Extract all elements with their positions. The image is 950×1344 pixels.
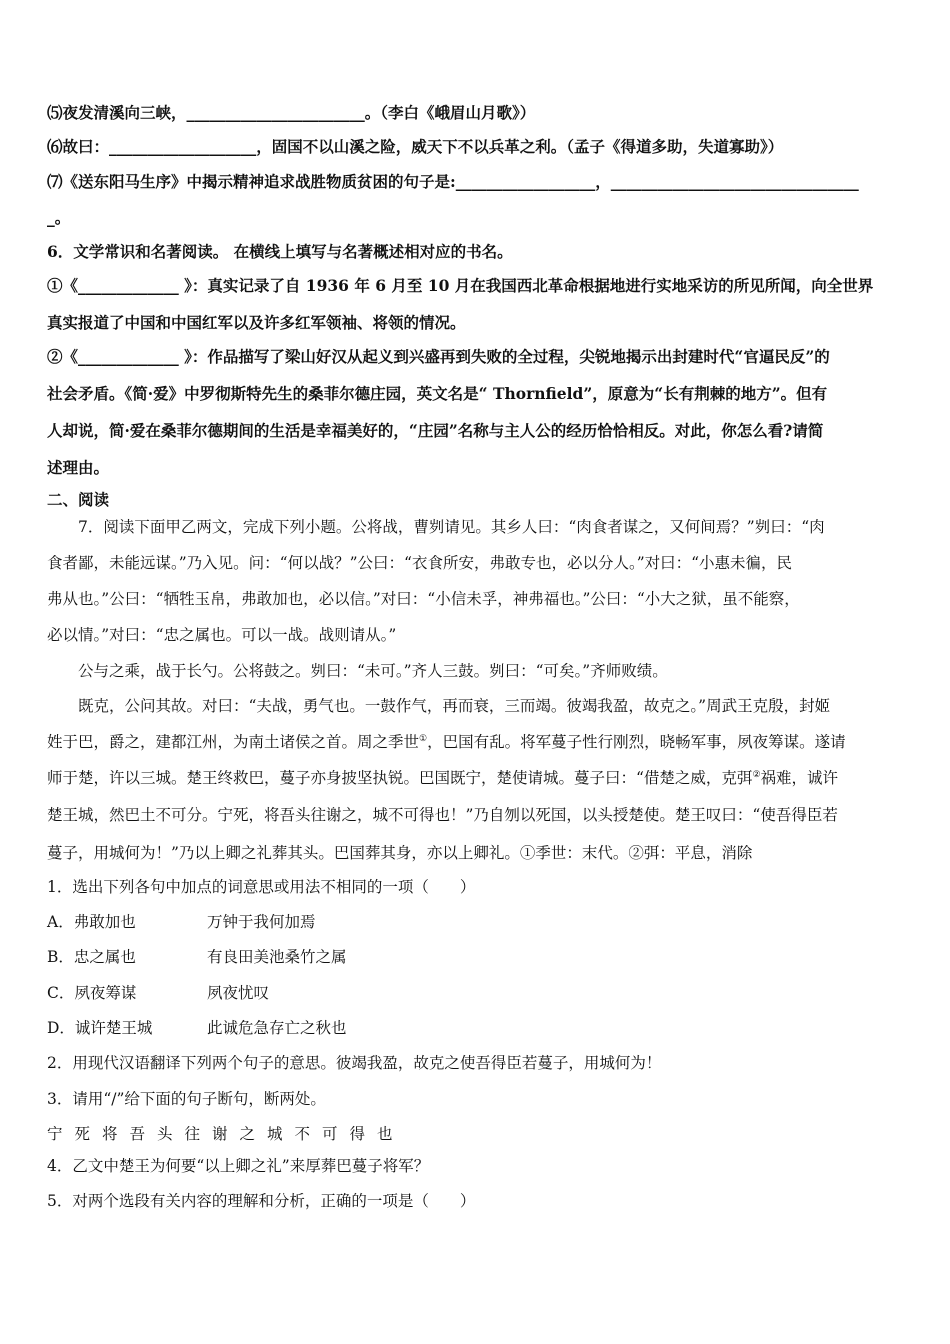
fill-q7-line1: ⑺《送东阳马生序》中揭示精神追求战胜物质贫困的句子是:__________________，________________________________ <box>47 172 859 191</box>
document-page: ⑸夜发清溪向三峡，_______________________。（李白《峨眉山月歌》） ⑹故曰：___________________，固国不以山溪之险，威天下不以兵革之利。（孟子《得道多助，失道寡助》） ⑺《送东阳马生序》中揭示精神追求战胜物质贫困的句子是:__________________，________________________________ _。 6．文学常识和名著阅读。 在横线上填写与名著概述相对应的书名。 ①《_____________ 》：真实记录了自 1936 年 6 月至 10 月在我国西北革命根据地进行实地采访的所见所闻，向全世界 真实报道了中国和中国红军以及许多红军领袖、将领的情况。 ②《_____________ 》：作品描写了梁山好汉从起义到兴盛再到失败的全过程，尖锐地揭示出封建时代“官逼民反”的 社会矛盾。《简·爱》中罗彻斯特先生的桑菲尔德庄园，英文名是“ Thornfield”，原意为“长有荆棘的地方”。但有 人却说，简·爱在桑菲尔德期间的生活是幸福美好的，“庄园”名称与主人公的经历恰恰相反。对此，你怎么看?请简 述理由。 二、阅读 7．阅读下面甲乙两文，完成下列小题。公将战，曹刿请见。其乡人曰：“肉食者谋之，又何间焉？”刿曰：“肉 食者鄙，未能远谋。”乃入见。问：“何以战？”公曰：“衣食所安，弗敢专也，必以分人。”对曰：“小惠未徧，民 弗从也。”公曰：“牺牲玉帛，弗敢加也，必以信。”对曰：“小信未孚，神弗福也。”公曰：“小大之狱，虽不能察， 必以情。”对曰：“忠之属也。可以一战。战则请从。” 公与之乘，战于长勺。公将鼓之。刿曰：“未可。”齐人三鼓。刿曰：“可矣。”齐师败绩。 既克，公问其故。对曰：“夫战，勇气也。一鼓作气，再而衰，三而竭。彼竭我盈，故克之。”周武王克殷，封姬 姓于巴，爵之，建都江州，为南土诸侯之首。周之季世①，巴国有乱。将军蔓子性行刚烈，晓畅军事，夙夜筹谋。遂请 师于楚，许以三城。楚王终救巴，蔓子亦身披坚执锐。巴国既宁，楚使请城。蔓子曰：“借楚之威，克弭②祸难，诚许 楚王城，然巴土不可分。宁死，将吾头往谢之，城不可得也！”乃自刎以死国，以头授楚使。楚王叹曰：“使吾得臣若 蔓子，用城何为！”乃以上卿之礼葬其头。巴国葬其身，亦以上卿礼。①季世：末代。②弭：平息，消除 1．选出下列各句中加点的词意思或用法不相同的一项（ ） A．弗敢加也 万钟于我何加焉 B．忠之属也 有良田美池桑竹之属 C．夙夜筹谋 夙夜忧叹 D．诚许楚王城 此诚危急存亡之秋也 2．用现代汉语翻译下列两个句子的意思。彼竭我盈，故克之使吾得臣若蔓子，用城何为！ 3．请用“/”给下面的句子断句，断两处。 宁死将吾头往谢之城不可得也 4．乙文中楚王为何要“以上卿之礼”来厚葬巴蔓子将军？ 5．对两个选段有关内容的理解和分析，正确的一项是（ ） <box>0 0 950 1344</box>
section6-item1-line2: 真实报道了中国和中国红军以及许多红军领袖、将领的情况。 <box>47 313 466 332</box>
footnote-marker-2: ② <box>752 769 761 780</box>
passage-p3-line1: 既克，公问其故。对曰：“夫战，勇气也。一鼓作气，再而衰，三而竭。彼竭我盈，故克之。”周武王克殷，封姬 <box>78 697 831 715</box>
section6-item2-line4: 述理由。 <box>47 458 110 477</box>
passage-p3-line3: 师于楚，许以三城。楚王终救巴，蔓子亦身披坚执锐。巴国既宁，楚使请城。蔓子曰：“借楚之威，克弭②祸难，诚许 <box>47 769 839 787</box>
passage-p3-line5: 蔓子，用城何为！”乃以上卿之礼葬其头。巴国葬其身，亦以上卿礼。①季世：末代。②弭：平息，消除 <box>47 844 753 862</box>
passage-p1-line4: 必以情。”对曰：“忠之属也。可以一战。战则请从。” <box>47 626 397 644</box>
passage-p3-line2: 姓于巴，爵之，建都江州，为南土诸侯之首。周之季世①，巴国有乱。将军蔓子性行刚烈，晓畅军事，夙夜筹谋。遂请 <box>47 733 846 751</box>
reading-header: 二、阅读 <box>47 490 110 509</box>
section6-item2-line2: 社会矛盾。《简·爱》中罗彻斯特先生的桑菲尔德庄园，英文名是“ Thornfield”，原意为“长有荆棘的地方”。但有 <box>47 384 828 403</box>
question-2: 2．用现代汉语翻译下列两个句子的意思。彼竭我盈，故克之使吾得臣若蔓子，用城何为！ <box>47 1054 662 1072</box>
question-5: 5．对两个选段有关内容的理解和分析，正确的一项是（ ） <box>47 1192 476 1210</box>
question-3: 3．请用“/”给下面的句子断句，断两处。 <box>47 1090 326 1108</box>
section6-item2-line3: 人却说，简·爱在桑菲尔德期间的生活是幸福美好的，“庄园”名称与主人公的经历恰恰相反。对此，你怎么看?请简 <box>47 421 824 440</box>
question-3-sentence: 宁死将吾头往谢之城不可得也 <box>47 1125 405 1143</box>
fill-q5: ⑸夜发清溪向三峡，_______________________。（李白《峨眉山月歌》） <box>47 103 536 122</box>
passage-p1-line1: 7．阅读下面甲乙两文，完成下列小题。公将战，曹刿请见。其乡人曰：“肉食者谋之，又何间焉？”刿曰：“肉 <box>78 518 825 536</box>
question-4: 4．乙文中楚王为何要“以上卿之礼”来厚葬巴蔓子将军？ <box>47 1157 430 1175</box>
passage-p3-line4: 楚王城，然巴土不可分。宁死，将吾头往谢之，城不可得也！”乃自刎以死国，以头授楚使。楚王叹曰：“使吾得臣若 <box>47 806 838 824</box>
fill-q6: ⑹故曰：___________________，固国不以山溪之险，威天下不以兵革之利。（孟子《得道多助，失道寡助》） <box>47 137 784 156</box>
footnote-marker-1: ① <box>419 733 428 744</box>
passage-p2: 公与之乘，战于长勺。公将鼓之。刿曰：“未可。”齐人三鼓。刿曰：“可矣。”齐师败绩。 <box>78 662 668 680</box>
passage-p1-line3: 弗从也。”公曰：“牺牲玉帛，弗敢加也，必以信。”对曰：“小信未孚，神弗福也。”公曰：“小大之狱，虽不能察， <box>47 590 800 608</box>
section6-title: 6．文学常识和名著阅读。 在横线上填写与名著概述相对应的书名。 <box>47 242 513 261</box>
question-1: 1．选出下列各句中加点的词意思或用法不相同的一项（ ） <box>47 878 476 896</box>
fill-q7-line2: _。 <box>47 208 71 227</box>
passage-p1-line2: 食者鄙，未能远谋。”乃入见。问：“何以战？”公曰：“衣食所安，弗敢专也，必以分人。”对曰：“小惠未徧，民 <box>47 554 793 572</box>
section6-item2-line1: ②《_____________ 》：作品描写了梁山好汉从起义到兴盛再到失败的全过程，尖锐地揭示出封建时代“官逼民反”的 <box>47 347 830 366</box>
section6-item1-line1: ①《_____________ 》：真实记录了自 1936 年 6 月至 10 月在我国西北革命根据地进行实地采访的所见所闻，向全世界 <box>47 276 874 295</box>
